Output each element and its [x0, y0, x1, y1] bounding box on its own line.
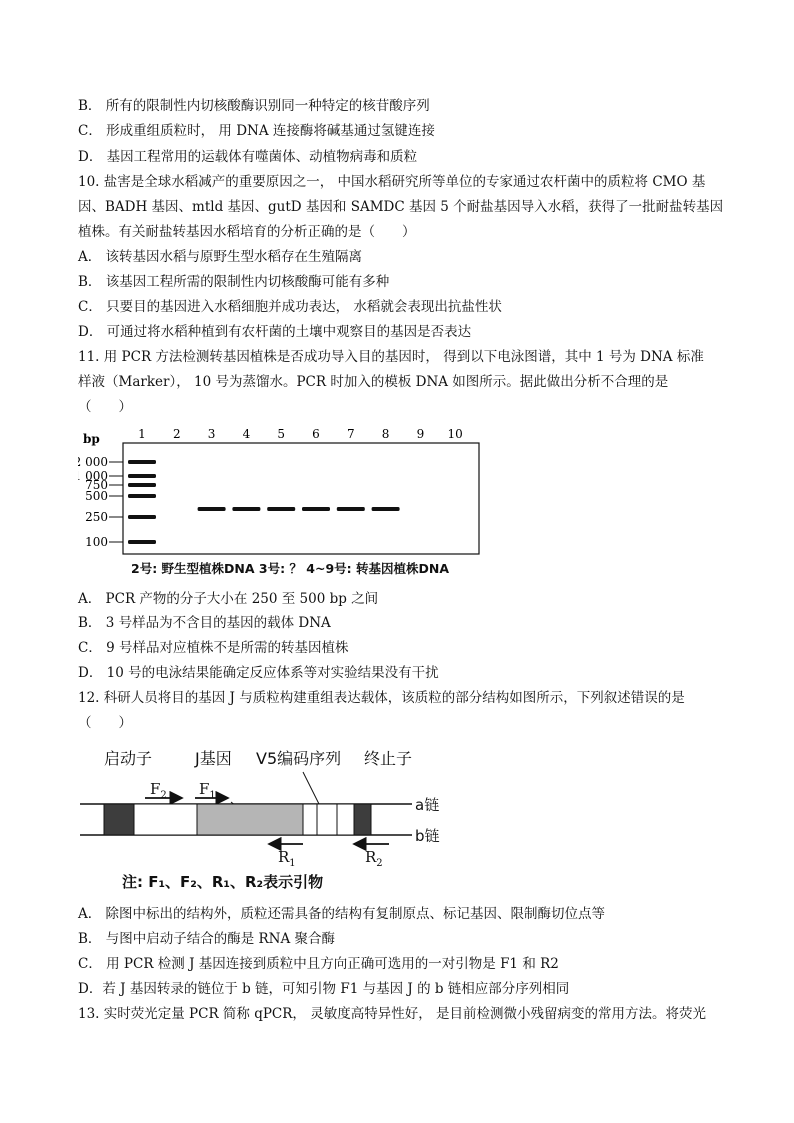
q11-option-b: B． 3 号样品为不含目的基因的载体 DNA	[78, 615, 331, 631]
marker-band	[128, 494, 156, 498]
size-label-250: 250	[85, 510, 108, 524]
q11-option-c: C． 9 号样品对应植株不是所需的转基因植株	[78, 640, 349, 656]
linker-block-2	[337, 804, 354, 835]
size-label-2000: 000	[85, 455, 108, 469]
primer-r1-label: $R_1$	[278, 848, 296, 869]
marker-band	[128, 474, 156, 478]
sample-band-lane-8	[372, 507, 400, 511]
plasmid-note: 注: F₁、F₂、R₁、R₂表示引物	[122, 873, 324, 891]
gene-j-label: J基因	[195, 749, 232, 768]
q10-option-c: C． 只要目的基因进入水稻细胞并成功表达， 水稻就会表现出抗盐性状	[78, 299, 502, 315]
gene-j-block	[197, 804, 303, 835]
spacer-block	[134, 804, 197, 835]
q10-stem-line-2: 因、BADH 基因、mtld 基因、gutD 基因和 SAMDC 基因 5 个耐盐基因导入水稻，获得了一批耐盐转基因	[78, 199, 724, 215]
v5-label: V5编码序列	[256, 749, 342, 768]
q11-stem-line-3: （ ）	[78, 399, 132, 415]
lane-number-10: 10	[447, 427, 463, 441]
size-label-500: 500	[85, 489, 108, 503]
q10-stem-line-3: 植株。有关耐盐转基因水稻培育的分析正确的是（ ）	[78, 224, 416, 240]
q12-stem-line-2: （ ）	[78, 715, 132, 731]
q12-option-d: D．若 J 基因转录的链位于 b 链，可知引物 F1 与基因 J 的 b 链相应部分序列相同	[78, 981, 570, 997]
size-label-750: 750	[85, 478, 108, 492]
promoter-label: 启动子	[104, 749, 153, 768]
size-label-1000: 000	[85, 469, 108, 483]
plasmid-svg	[78, 742, 458, 892]
q12-stem-line-1: 12. 科研人员将目的基因 J 与质粒构建重组表达载体，该质粒的部分结构如图所示，下列叙述错误的是	[78, 690, 685, 706]
q11-stem-line-2: 样液（Marker）， 10 号为蒸馏水。PCR 时加入的模板 DNA 如图所示。据此做出分析不合理的是	[78, 374, 669, 390]
lane-number-6: 6	[312, 427, 320, 441]
sample-band-lane-3	[198, 507, 226, 511]
q10-option-a: A． 该转基因水稻与原野生型水稻存在生殖隔离	[78, 249, 363, 265]
gel-frame	[123, 443, 479, 554]
q10-stem-line-1: 10. 盐害是全球水稻减产的重要原因之一， 中国水稻研究所等单位的专家通过农杆菌中的质粒将 CMO 基	[78, 174, 706, 190]
q12-option-c: C． 用 PCR 检测 J 基因连接到质粒中且方向正确可选用的一对引物是 F1 和 R2	[78, 956, 559, 972]
lane-number-5: 5	[277, 427, 286, 441]
q11-option-d: D． 10 号的电泳结果能确定反应体系等对实验结果没有干扰	[78, 665, 439, 681]
linker-block	[303, 804, 317, 835]
sample-band-lane-4	[232, 507, 260, 511]
q10-option-d: D． 可通过将水稻种植到有农杆菌的土壤中观察目的基因是否表达	[78, 324, 472, 340]
primer-f1-label: $F_1$	[199, 780, 216, 801]
q12-option-b: B． 与图中启动子结合的酶是 RNA 聚合酶	[78, 931, 336, 947]
marker-band	[128, 515, 156, 519]
size-label-100: 100	[85, 535, 108, 549]
q9-option-c: C． 形成重组质粒时， 用 DNA 连接酶将碱基通过氢键连接	[78, 123, 435, 139]
q13-stem-line-1: 13. 实时荧光定量 PCR 简称 qPCR， 灵敏度高特异性好， 是目前检测微小残留病变的常用方法。将荧光	[78, 1006, 707, 1022]
lane-number-9: 9	[416, 427, 425, 441]
primer-f2-label: $F_2$	[150, 780, 167, 801]
marker-band	[128, 483, 156, 487]
q9-option-b: B． 所有的限制性内切核酸酶识别同一种特定的核苷酸序列	[78, 98, 430, 114]
q11-option-a: A． PCR 产物的分子大小在 250 至 500 bp 之间	[78, 591, 379, 607]
v5-block	[317, 804, 337, 835]
terminator-block	[354, 804, 371, 835]
strand-b-label: b链	[415, 827, 440, 845]
gel-svg	[78, 425, 498, 560]
lane-number-3: 3	[207, 427, 216, 441]
terminator-label: 终止子	[364, 749, 413, 768]
strand-a-label: a链	[415, 796, 440, 814]
promoter-block	[104, 804, 134, 835]
primer-r2-label: $R_2$	[365, 848, 383, 869]
q11-stem-line-1: 11. 用 PCR 方法检测转基因植株是否成功导入目的基因时， 得到以下电泳图谱，其中 1 号为 DNA 标准	[78, 349, 704, 365]
lane-number-1: 1	[138, 427, 146, 441]
q12-option-a: A． 除图中标出的结构外，质粒还需具备的结构有复制原点、标记基因、限制酶切位点等	[78, 906, 606, 922]
lane-number-2: 2	[172, 427, 181, 441]
gel-caption: 2号: 野生型植株DNA 3号: ？ 4~9号: 转基因植株DNA	[131, 561, 450, 576]
gel-electrophoresis-figure	[78, 425, 498, 580]
lane-number-8: 8	[381, 427, 390, 441]
lane-number-7: 7	[346, 427, 355, 441]
q10-option-b: B． 该基因工程所需的限制性内切核酸酶可能有多种	[78, 274, 390, 290]
marker-band	[128, 540, 156, 544]
lane-number-4: 4	[242, 427, 251, 441]
q9-option-d: D． 基因工程常用的运载体有噬菌体、动植物病毒和质粒	[78, 149, 418, 165]
sample-band-lane-6	[302, 507, 330, 511]
marker-band	[128, 460, 156, 464]
gel-unit-label: bp	[83, 432, 100, 446]
sample-band-lane-5	[267, 507, 295, 511]
plasmid-structure-figure	[78, 742, 458, 892]
sample-band-lane-7	[337, 507, 365, 511]
